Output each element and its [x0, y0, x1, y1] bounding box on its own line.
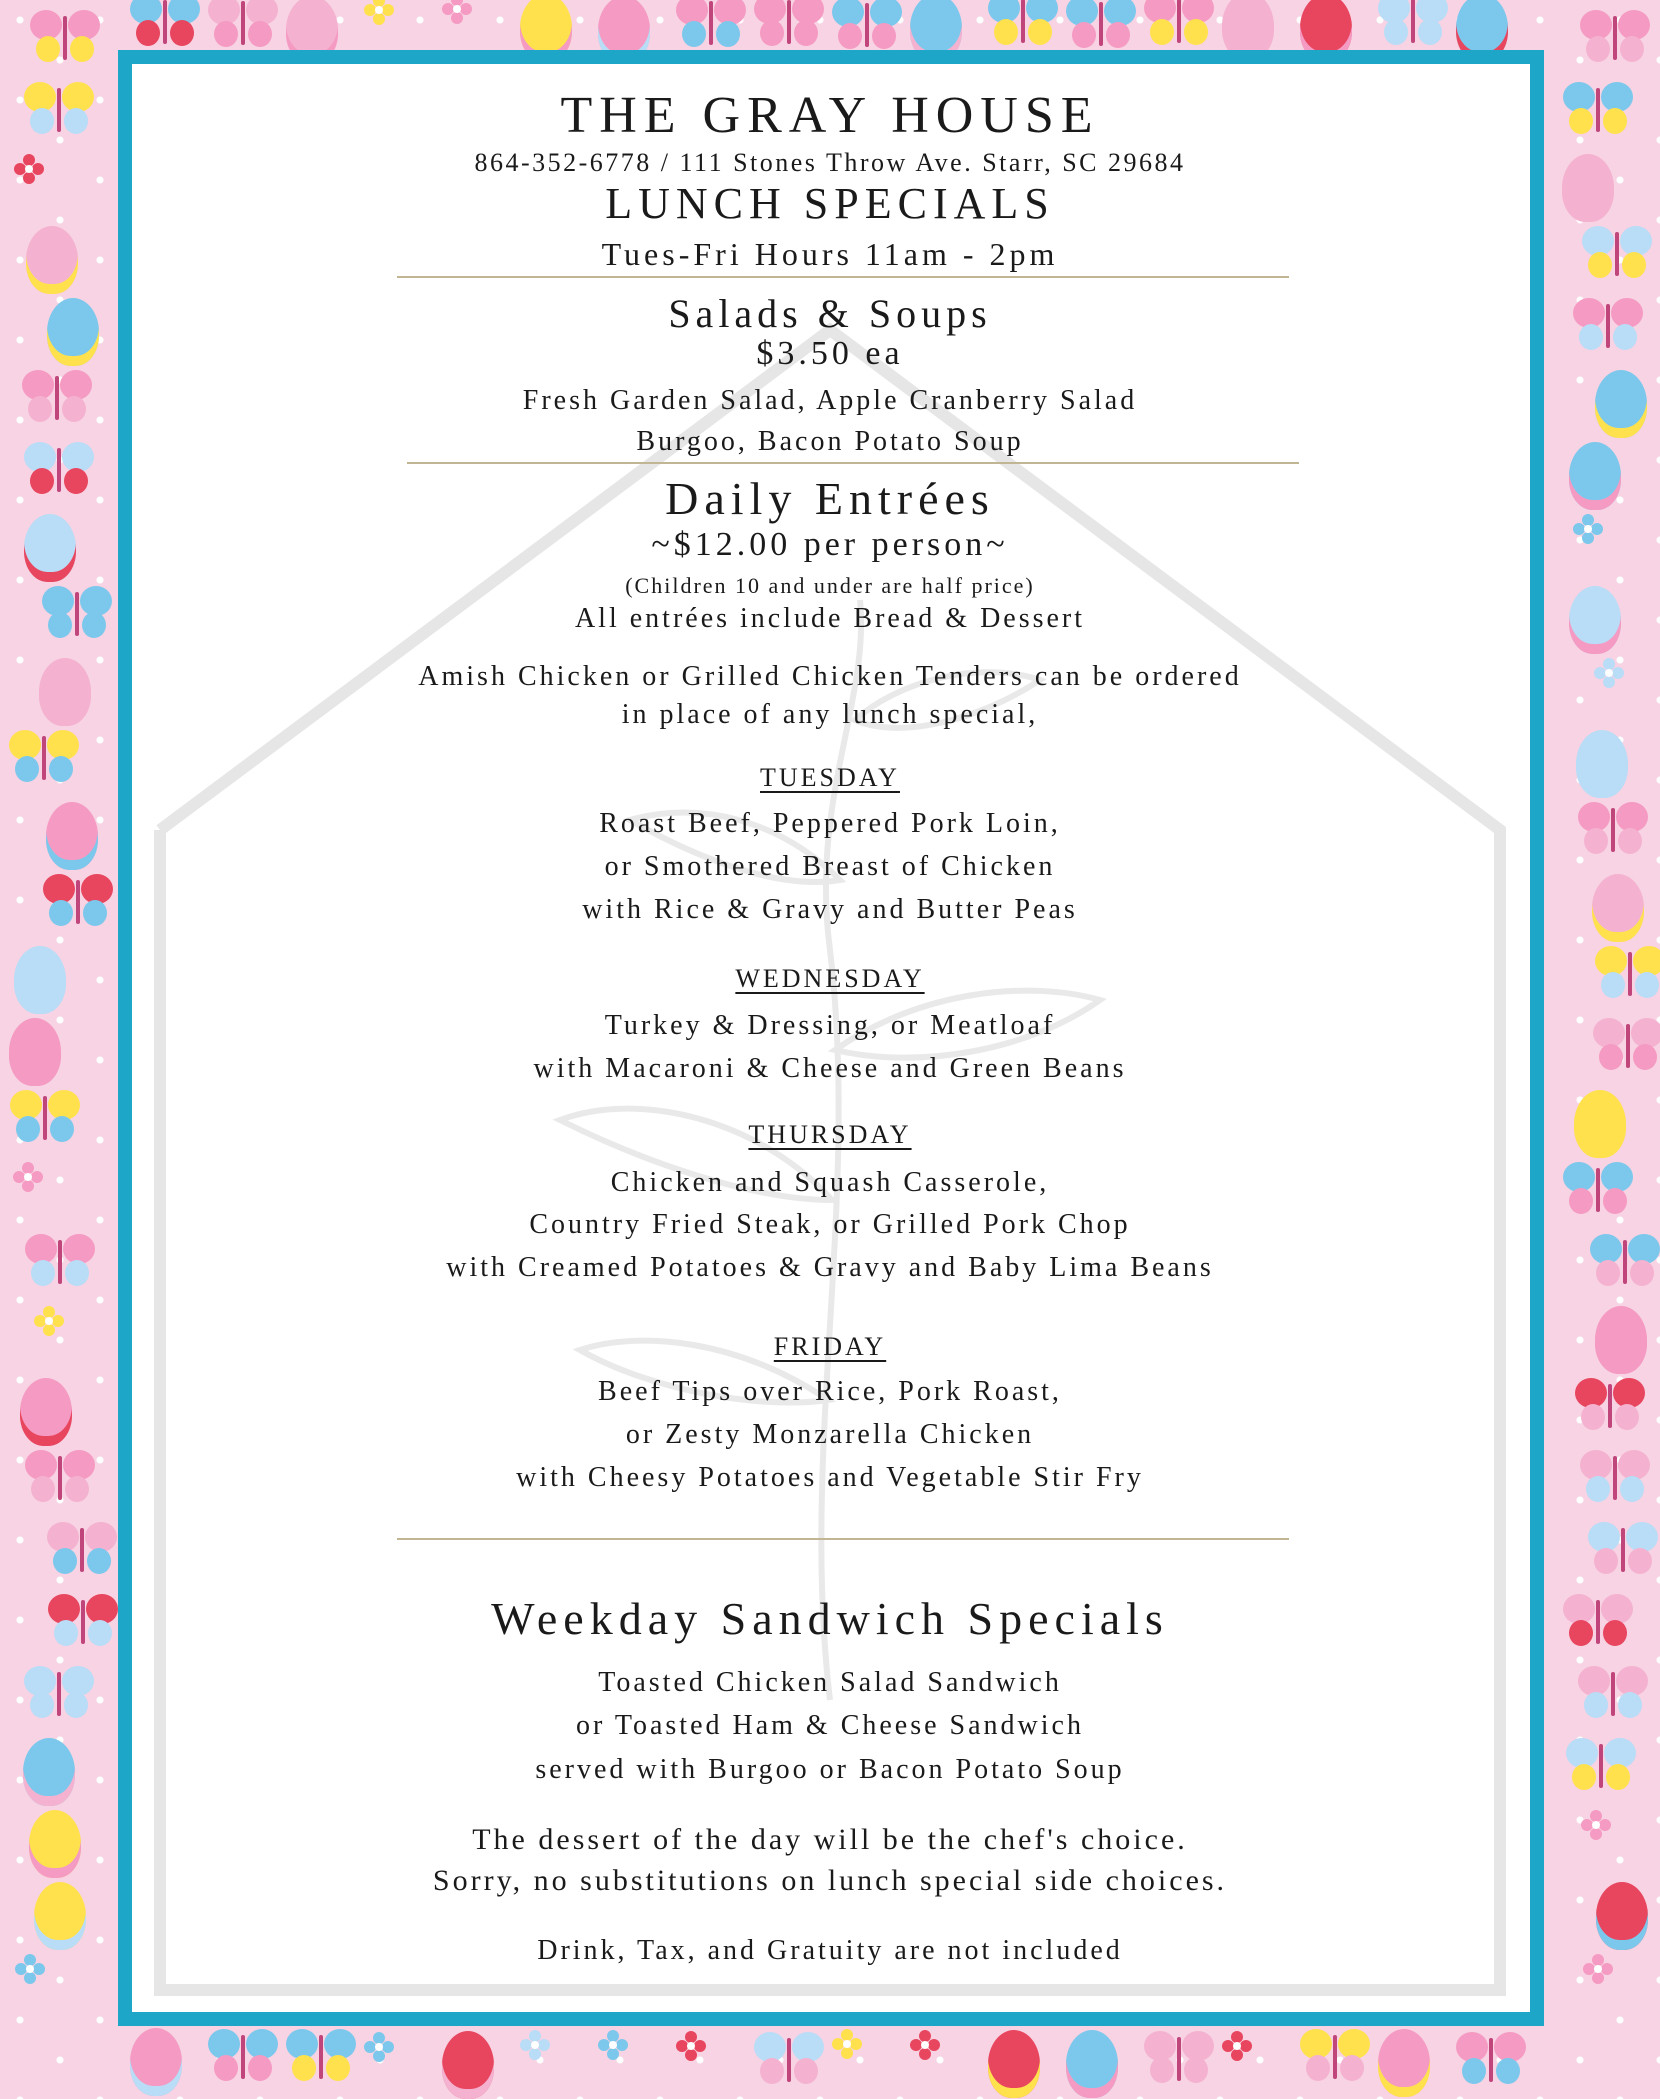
sandwich-item: or Toasted Ham & Cheese Sandwich [576, 1710, 1084, 1741]
restaurant-contact: 864-352-6778 / 111 Stones Throw Ave. Starr, SC 29684 [474, 148, 1186, 177]
entrees-heading: Daily Entrées [665, 473, 995, 524]
dessert-note: The dessert of the day will be the chef's choice. [472, 1823, 1188, 1856]
friday-item: or Zesty Monzarella Chicken [625, 1419, 1035, 1450]
tuesday-item: or Smothered Breast of Chicken [604, 851, 1056, 882]
entrees-price: ~$12.00 per person~ [651, 526, 1009, 563]
divider [397, 276, 1289, 278]
sandwich-heading: Weekday Sandwich Specials [491, 1593, 1169, 1644]
sandwich-item: served with Burgoo or Bacon Potato Soup [535, 1754, 1125, 1785]
day-heading-thursday: THURSDAY [748, 1120, 912, 1149]
menu-title: LUNCH SPECIALS [605, 179, 1055, 228]
soups-line: Burgoo, Bacon Potato Soup [636, 426, 1024, 457]
sandwich-item: Toasted Chicken Salad Sandwich [598, 1667, 1062, 1698]
restaurant-name: THE GRAY HOUSE [560, 87, 1100, 144]
menu-hours: Tues-Fri Hours 11am - 2pm [601, 236, 1059, 272]
divider [407, 462, 1299, 464]
friday-item: with Cheesy Potatoes and Vegetable Stir Fry [516, 1462, 1144, 1493]
thursday-item: Chicken and Squash Casserole, [610, 1167, 1050, 1198]
tuesday-item: with Rice & Gravy and Butter Peas [582, 894, 1078, 925]
tuesday-item: Roast Beef, Peppered Pork Loin, [599, 808, 1061, 839]
substitution-line: in place of any lunch special, [621, 699, 1039, 730]
no-substitution-note: Sorry, no substitutions on lunch special side choices. [432, 1864, 1228, 1897]
wednesday-item: Turkey & Dressing, or Meatloaf [604, 1010, 1056, 1041]
divider [397, 1538, 1289, 1540]
entrees-includes: All entrées include Bread & Dessert [574, 603, 1086, 634]
exclusions-note: Drink, Tax, and Gratuity are not included [537, 1935, 1123, 1966]
friday-item: Beef Tips over Rice, Pork Roast, [598, 1376, 1062, 1407]
substitution-line: Amish Chicken or Grilled Chicken Tenders can be ordered [418, 661, 1242, 692]
day-heading-friday: FRIDAY [773, 1332, 887, 1361]
children-note: (Children 10 and under are half price) [625, 573, 1035, 598]
salads-heading: Salads & Soups [668, 291, 992, 336]
wednesday-item: with Macaroni & Cheese and Green Beans [533, 1053, 1127, 1084]
thursday-item: with Creamed Potatoes & Gravy and Baby Lima Beans [446, 1252, 1214, 1283]
thursday-item: Country Fried Steak, or Grilled Pork Chop [529, 1209, 1131, 1240]
salads-line: Fresh Garden Salad, Apple Cranberry Salad [522, 385, 1138, 416]
salads-price: $3.50 ea [756, 335, 904, 372]
day-heading-wednesday: WEDNESDAY [735, 964, 925, 993]
day-heading-tuesday: TUESDAY [760, 763, 900, 792]
